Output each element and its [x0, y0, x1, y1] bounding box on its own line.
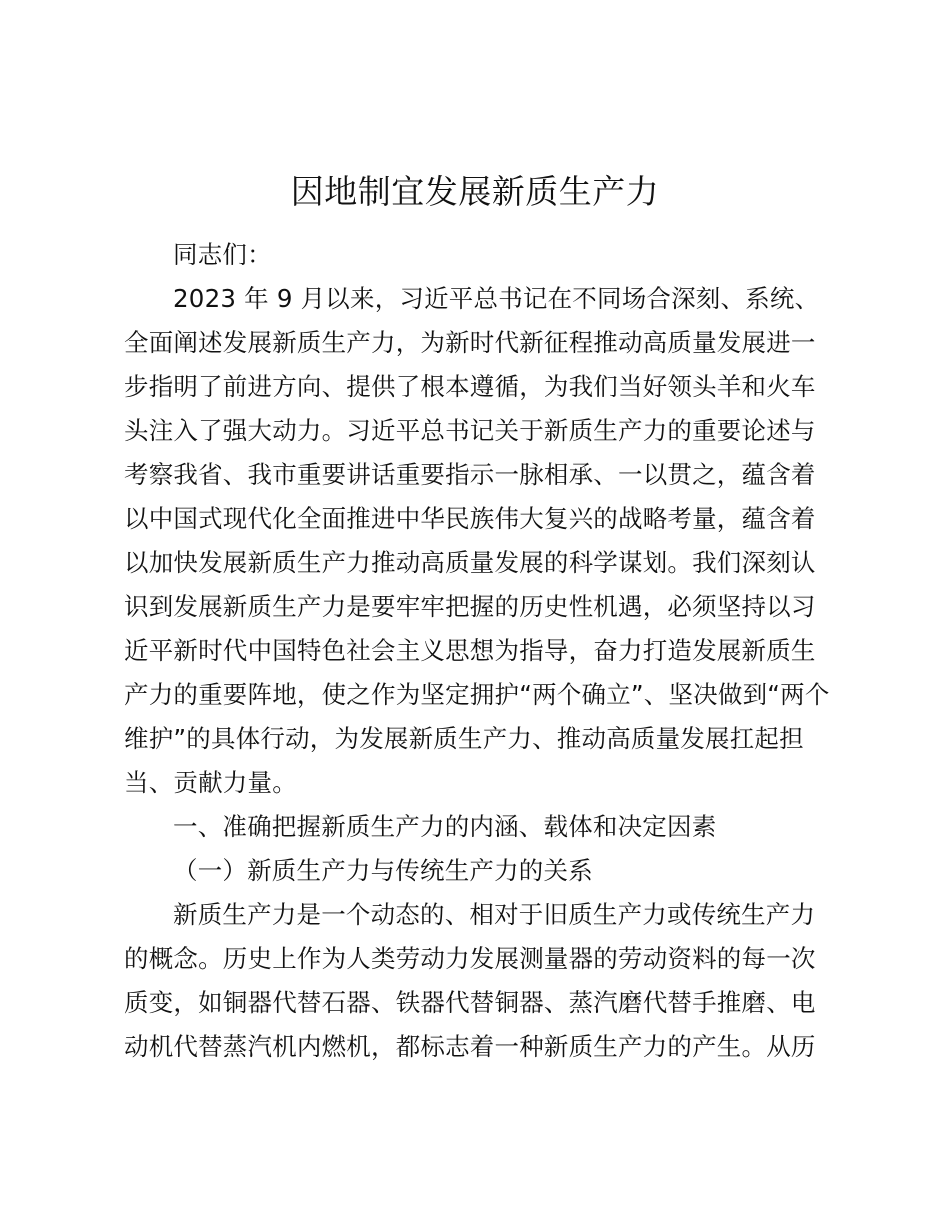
- paragraph-line: 维护”的具体行动，为发展新质生产力、推动高质量发展扛起担: [124, 724, 804, 753]
- paragraph-line: 的概念。历史上作为人类劳动力发展测量器的劳动资料的每一次: [124, 944, 816, 973]
- paragraph-line: 全面阐述发展新质生产力，为新时代新征程推动高质量发展进一: [124, 328, 816, 357]
- paragraph-line: 动机代替蒸汽机内燃机，都标志着一种新质生产力的产生。从历: [124, 1032, 816, 1061]
- paragraph-line: 2023 年 9 月以来，习近平总书记在不同场合深刻、系统、: [173, 284, 820, 313]
- paragraph-line: 步指明了前进方向、提供了根本遵循，为我们当好领头羊和火车: [124, 372, 816, 401]
- paragraph-line: 头注入了强大动力。习近平总书记关于新质生产力的重要论述与: [124, 416, 816, 445]
- paragraph-line: 近平新时代中国特色社会主义思想为指导，奋力打造发展新质生: [124, 636, 816, 665]
- paragraph-line: 以中国式现代化全面推进中华民族伟大复兴的战略考量，蕴含着: [124, 504, 816, 533]
- paragraph-line: 识到发展新质生产力是要牢牢把握的历史性机遇，必须坚持以习: [124, 592, 816, 621]
- paragraph-line: 以加快发展新质生产力推动高质量发展的科学谋划。我们深刻认: [124, 548, 816, 577]
- paragraph-line: 产力的重要阵地，使之作为坚定拥护“两个确立”、坚决做到“两个: [124, 680, 830, 709]
- paragraph-line: 考察我省、我市重要讲话重要指示一脉相承、一以贯之，蕴含着: [124, 460, 816, 489]
- paragraph-line: 当、贡献力量。: [124, 768, 297, 797]
- document-title: 因地制宜发展新质生产力: [290, 172, 660, 211]
- section-heading: 一、准确把握新质生产力的内涵、载体和决定因素: [173, 812, 717, 841]
- paragraph-line: 新质生产力是一个动态的、相对于旧质生产力或传统生产力: [173, 900, 816, 929]
- subsection-heading: （一）新质生产力与传统生产力的关系: [173, 856, 593, 885]
- paragraph-line: 质变，如铜器代替石器、铁器代替铜器、蒸汽磨代替手推磨、电: [124, 988, 816, 1017]
- document-body: [124, 233, 836, 1069]
- salutation: 同志们：: [173, 240, 272, 269]
